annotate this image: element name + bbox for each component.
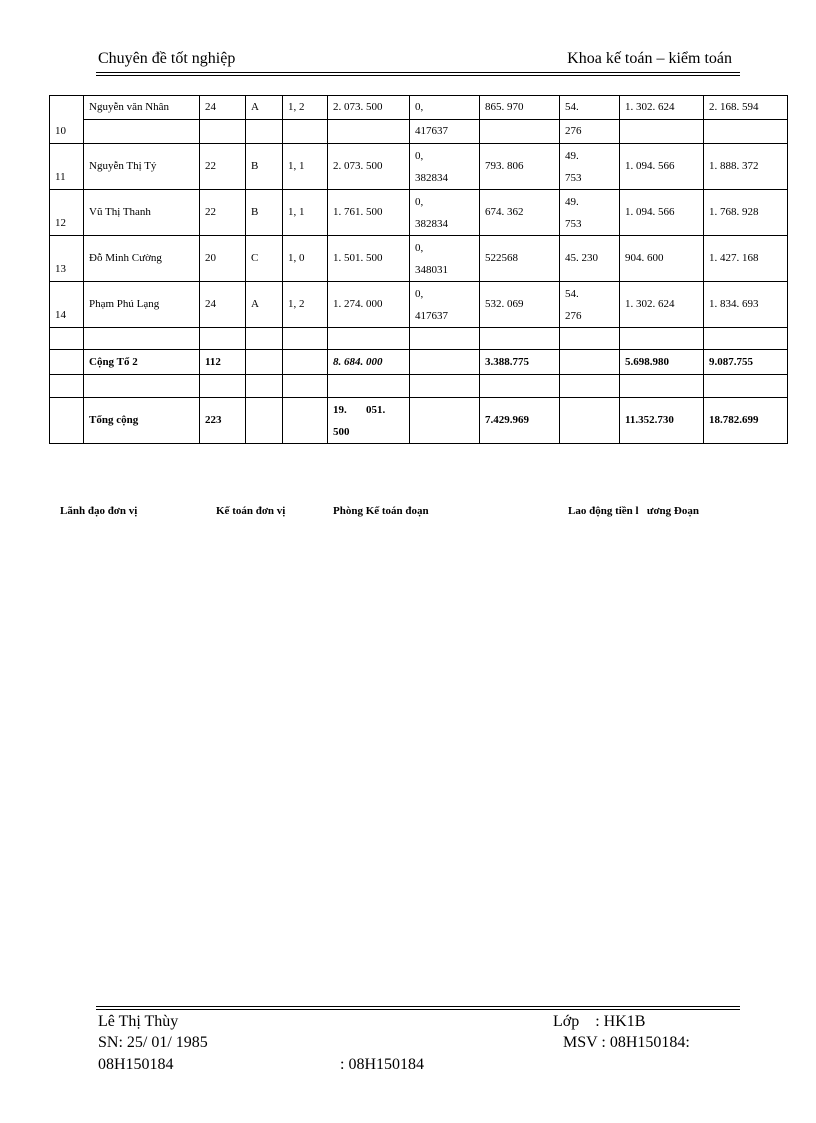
table-row xyxy=(50,96,788,120)
footer-rule-top xyxy=(96,1006,740,1007)
salary-table xyxy=(49,95,788,444)
row-cell: A xyxy=(246,282,283,328)
row-cell: 1. 761. 500 xyxy=(328,190,410,236)
row-name: Nguyễn Thị Tý xyxy=(84,144,200,190)
row-cell: 1. 834. 693 xyxy=(704,282,788,328)
header-left-title: Chuyên đề tốt nghiệp xyxy=(98,50,236,67)
row-stt: 10 xyxy=(50,96,84,144)
row-cell: 54. xyxy=(560,96,620,120)
row-cell: 49. 753 xyxy=(560,190,620,236)
row-cell: 1, 0 xyxy=(283,236,328,282)
row-name: Đỗ Minh Cường xyxy=(84,236,200,282)
row-cell: 276 xyxy=(560,120,620,144)
row-cell: 1. 094. 566 xyxy=(620,144,704,190)
row-cell: 1. 274. 000 xyxy=(328,282,410,328)
row-stt: 11 xyxy=(50,144,84,190)
row-cell: 0, 382834 xyxy=(410,144,480,190)
total-cell: 223 xyxy=(200,398,246,444)
row-cell: 0, 417637 xyxy=(410,282,480,328)
row-cell: 1, 2 xyxy=(283,282,328,328)
row-cell: 49. 753 xyxy=(560,144,620,190)
row-cell: 0, 382834 xyxy=(410,190,480,236)
signature-unit-accountant: Kế toán đơn vị xyxy=(216,505,286,517)
total-cell: 11.352.730 xyxy=(620,398,704,444)
footer-msv: MSV : 08H150184: xyxy=(563,1034,690,1051)
row-cell: 1. 094. 566 xyxy=(620,190,704,236)
row-cell: 22 xyxy=(200,144,246,190)
row-stt: 13 xyxy=(50,236,84,282)
row-cell: 1. 302. 624 xyxy=(620,282,704,328)
row-cell: 532. 069 xyxy=(480,282,560,328)
footer-rule-bottom xyxy=(96,1009,740,1010)
footer-code-mid: : 08H150184 xyxy=(340,1056,424,1073)
total-cell: 19. 051. 500 xyxy=(328,398,410,444)
row-cell: 54. 276 xyxy=(560,282,620,328)
row-cell: 1. 768. 928 xyxy=(704,190,788,236)
row-cell: 793. 806 xyxy=(480,144,560,190)
row-cell: 1. 888. 372 xyxy=(704,144,788,190)
table-row xyxy=(50,190,788,236)
row-cell: 2. 073. 500 xyxy=(328,96,410,120)
row-cell: 45. 230 xyxy=(560,236,620,282)
row-cell: 1, 2 xyxy=(283,96,328,120)
row-cell: 1, 1 xyxy=(283,144,328,190)
table-row-empty xyxy=(50,328,788,350)
row-name: Phạm Phú Lạng xyxy=(84,282,200,328)
row-stt: 12 xyxy=(50,190,84,236)
row-cell: A xyxy=(246,96,283,120)
row-cell: 2. 168. 594 xyxy=(704,96,788,120)
row-cell: 417637 xyxy=(410,120,480,144)
table-row-empty xyxy=(50,375,788,398)
row-cell: 1, 1 xyxy=(283,190,328,236)
table-row xyxy=(50,282,788,328)
row-cell: B xyxy=(246,190,283,236)
row-cell: 24 xyxy=(200,282,246,328)
table-row xyxy=(50,236,788,282)
subtotal-cell: 112 xyxy=(200,350,246,375)
total-label: Tổng cộng xyxy=(84,398,200,444)
subtotal-row xyxy=(50,350,788,375)
row-cell: 2. 073. 500 xyxy=(328,144,410,190)
row-cell: 24 xyxy=(200,96,246,120)
header-right-title: Khoa kế toán – kiểm toán xyxy=(567,50,732,67)
signature-labor-salary: Lao động tiền l ương Đoạn xyxy=(568,505,699,517)
row-name: Vũ Thị Thanh xyxy=(84,190,200,236)
footer-name: Lê Thị Thùy xyxy=(98,1013,179,1030)
footer-class: Lớp : HK1B xyxy=(553,1013,646,1030)
total-row xyxy=(50,398,788,444)
footer-dob: SN: 25/ 01/ 1985 xyxy=(98,1034,208,1051)
row-cell: 904. 600 xyxy=(620,236,704,282)
row-cell: C xyxy=(246,236,283,282)
row-cell: 1. 427. 168 xyxy=(704,236,788,282)
signature-accounting-dept: Phòng Kế toán đoạn xyxy=(333,505,429,517)
row-cell: 20 xyxy=(200,236,246,282)
row-cell: 0, 348031 xyxy=(410,236,480,282)
total-cell: 18.782.699 xyxy=(704,398,788,444)
subtotal-cell: 8. 684. 000 xyxy=(328,350,410,375)
row-cell: 1. 302. 624 xyxy=(620,96,704,120)
row-cell: 865. 970 xyxy=(480,96,560,120)
subtotal-cell: 9.087.755 xyxy=(704,350,788,375)
subtotal-cell: 5.698.980 xyxy=(620,350,704,375)
header-rule-bottom xyxy=(96,75,740,76)
row-stt: 14 xyxy=(50,282,84,328)
row-cell: 674. 362 xyxy=(480,190,560,236)
signature-unit-leader: Lãnh đạo đơn vị xyxy=(60,505,138,517)
row-cell: B xyxy=(246,144,283,190)
subtotal-label: Cộng Tổ 2 xyxy=(84,350,200,375)
row-cell: 0, xyxy=(410,96,480,120)
footer-code-left: 08H150184 xyxy=(98,1056,174,1073)
table-row xyxy=(50,144,788,190)
row-cell: 522568 xyxy=(480,236,560,282)
header-rule-top xyxy=(96,72,740,73)
row-cell: 22 xyxy=(200,190,246,236)
total-cell: 7.429.969 xyxy=(480,398,560,444)
row-name: Nguyễn văn Nhân xyxy=(84,96,200,120)
subtotal-cell: 3.388.775 xyxy=(480,350,560,375)
table-row xyxy=(50,120,788,144)
row-cell: 1. 501. 500 xyxy=(328,236,410,282)
